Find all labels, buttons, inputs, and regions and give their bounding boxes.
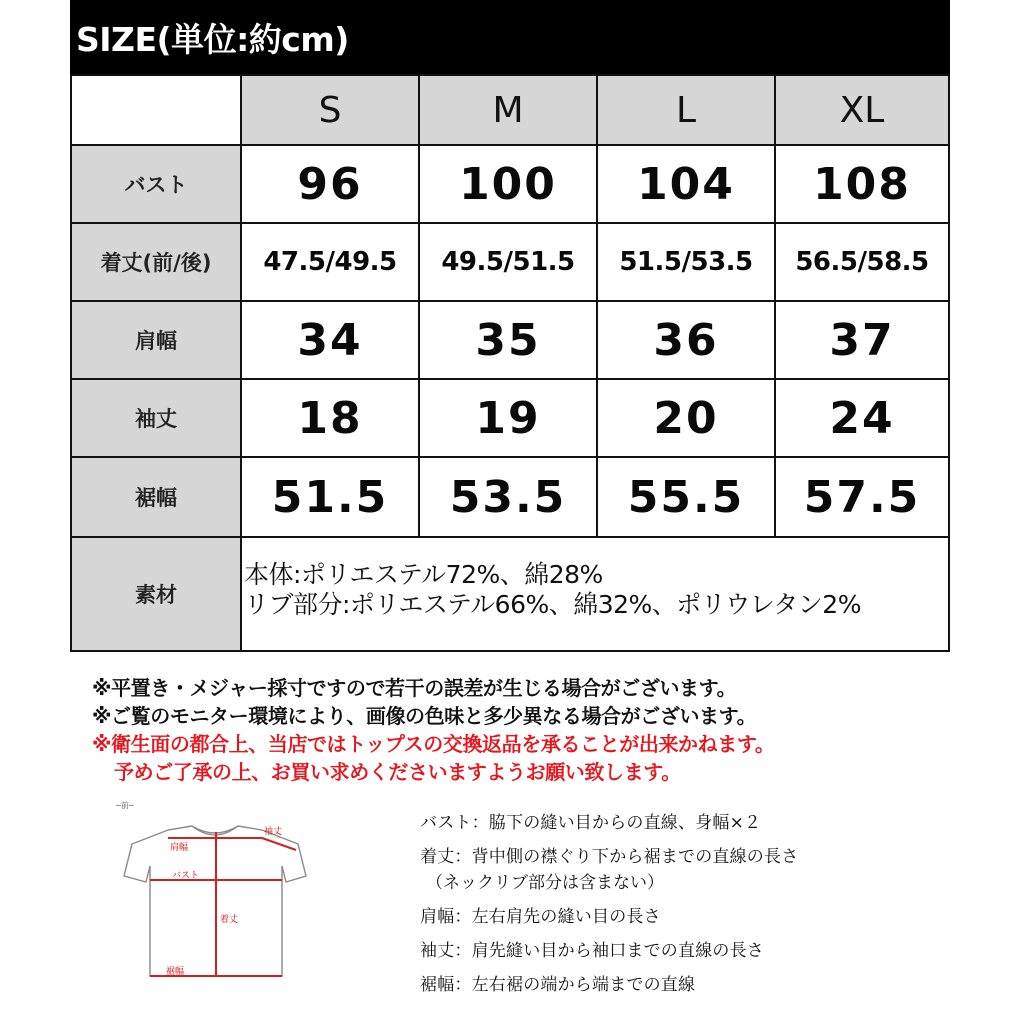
sleeve-xl: 24: [776, 380, 948, 456]
bust-xl: 108: [776, 146, 948, 222]
shoulder-l: 36: [598, 302, 774, 378]
length-l: 51.5/53.5: [598, 224, 774, 300]
note-acknowledge: 予めご了承の上、お買い求めくださいますようお願い致します。: [114, 760, 681, 784]
sleeve-label: 袖丈: [264, 827, 283, 837]
row-label-sleeve: 袖丈: [72, 380, 240, 456]
row-label-bust: バスト: [72, 146, 240, 222]
material-rib: リブ部分:ポリエステル66%、綿32%、ポリウレタン2%: [244, 590, 861, 619]
table-title-bar: [70, 0, 950, 74]
sleeve-l: 20: [598, 380, 774, 456]
row-label-hem: 裾幅: [72, 458, 240, 536]
length-xl: 56.5/58.5: [776, 224, 948, 300]
hem-m: 53.5: [420, 458, 596, 536]
row-label-shoulder: 肩幅: [72, 302, 240, 378]
note-measurement: ※平置き・メジャー採寸ですので若干の誤差が生じる場合がございます。: [92, 676, 737, 700]
note-no-returns: ※衛生面の都合上、当店ではトップスの交換返品を承ることが出来かねます。: [92, 732, 775, 756]
size-header-m: M: [420, 76, 596, 144]
notes: [92, 674, 972, 786]
bust-m: 100: [420, 146, 596, 222]
measurement-definitions: [420, 810, 798, 998]
def-hem: 裾幅：左右裾の端から端までの直線: [420, 975, 696, 995]
table-title: SIZE(単位:約cm): [76, 20, 349, 59]
size-header-l: L: [598, 76, 774, 144]
bust-label: バスト: [172, 871, 200, 881]
hem-s: 51.5: [242, 458, 418, 536]
def-length: 着丈：背中側の襟ぐり下から裾までの直線の長さ: [420, 847, 799, 867]
material-body: 本体:ポリエステル72%、綿28%: [244, 560, 603, 589]
sleeve-s: 18: [242, 380, 418, 456]
def-shoulder: 肩幅：左右肩先の縫い目の長さ: [420, 907, 661, 927]
front-label: ─前─: [116, 801, 134, 810]
size-header-xl: XL: [776, 76, 948, 144]
corner-cell: [72, 76, 240, 144]
material-cell: [242, 538, 948, 650]
shirt-diagram: [110, 800, 310, 990]
size-table: [70, 0, 950, 652]
def-sleeve: 袖丈：肩先縫い目から袖口までの直線の長さ: [420, 941, 764, 961]
row-label-material: 素材: [72, 538, 240, 650]
shoulder-m: 35: [420, 302, 596, 378]
def-bust: バスト：脇下の縫い目からの直線、身幅×２: [420, 813, 762, 833]
sleeve-m: 19: [420, 380, 596, 456]
length-s: 47.5/49.5: [242, 224, 418, 300]
bust-l: 104: [598, 146, 774, 222]
hem-label: 裾幅: [166, 967, 185, 977]
length-label: 着丈: [220, 915, 239, 925]
note-monitor: ※ご覧のモニター環境により、画像の色味と多少異なる場合がございます。: [92, 704, 757, 728]
shoulder-s: 34: [242, 302, 418, 378]
row-label-length: 着丈(前/後): [72, 224, 240, 300]
length-m: 49.5/51.5: [420, 224, 596, 300]
hem-l: 55.5: [598, 458, 774, 536]
def-length-note: （ネックリブ部分は含まない）: [426, 873, 664, 893]
size-header-s: S: [242, 76, 418, 144]
hem-xl: 57.5: [776, 458, 948, 536]
bust-s: 96: [242, 146, 418, 222]
shoulder-xl: 37: [776, 302, 948, 378]
shoulder-label: 肩幅: [170, 843, 189, 853]
